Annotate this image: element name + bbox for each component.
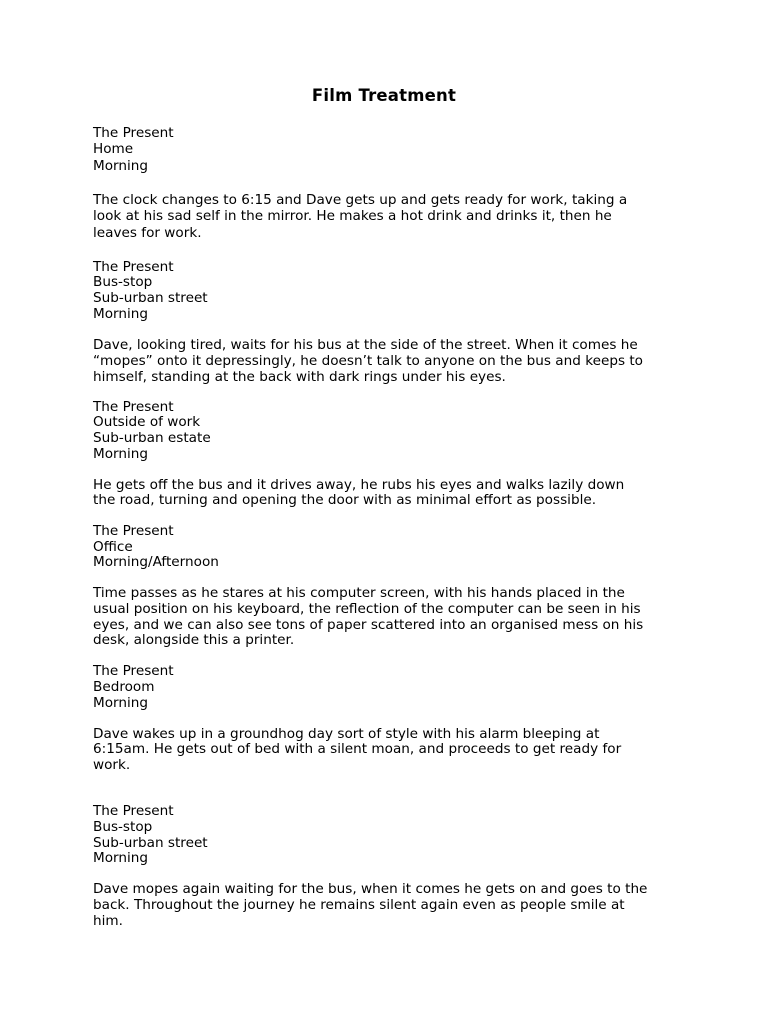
scene-3-location: Outside of work xyxy=(93,414,201,430)
scene-1-body-line: look at his sad self in the mirror. He makes a hot drink and drinks it, then he xyxy=(93,208,612,224)
scene-2-body-line: himself, standing at the back with dark rings under his eyes. xyxy=(93,369,506,385)
scene-2-time: The Present xyxy=(93,259,174,275)
scene-6-period: Morning xyxy=(93,850,149,866)
scene-4-body-line: eyes, and we can also see tons of paper scattered into an organised mess on his xyxy=(93,617,644,633)
scene-5-body-line: 6:15am. He gets out of bed with a silent moan, and proceeds to get ready for xyxy=(93,741,622,757)
scene-3-body-line: He gets off the bus and it drives away, he rubs his eyes and walks lazily down xyxy=(93,477,625,493)
scene-5-body-line: Dave wakes up in a groundhog day sort of style with his alarm bleeping at xyxy=(93,726,600,742)
scene-6-body-line: him. xyxy=(93,913,123,929)
scene-6-time: The Present xyxy=(93,803,174,819)
scene-3-period: Morning xyxy=(93,446,149,462)
scene-3-body-line: the road, turning and opening the door with as minimal effort as possible. xyxy=(93,492,597,508)
scene-6-setting: Sub-urban street xyxy=(93,835,208,851)
scene-6-body-line: Dave mopes again waiting for the bus, when it comes he gets on and goes to the xyxy=(93,881,648,897)
scene-1-location: Home xyxy=(93,141,134,157)
scene-2-location: Bus-stop xyxy=(93,274,153,290)
scene-2-setting: Sub-urban street xyxy=(93,290,208,306)
scene-5-time: The Present xyxy=(93,663,174,679)
scene-5-body-line: work. xyxy=(93,757,131,773)
document-title: Film Treatment xyxy=(311,86,457,105)
scene-6-location: Bus-stop xyxy=(93,819,153,835)
scene-4-body-line: desk, alongside this a printer. xyxy=(93,632,295,648)
scene-3-setting: Sub-urban estate xyxy=(93,430,211,446)
scene-1-body-line: leaves for work. xyxy=(93,225,202,241)
scene-4-period: Morning/Afternoon xyxy=(93,554,219,570)
scene-5-location: Bedroom xyxy=(93,679,155,695)
scene-4-location: Office xyxy=(93,539,133,555)
scene-6-body-line: back. Throughout the journey he remains silent again even as people smile at xyxy=(93,897,625,913)
scene-4-body-line: usual position on his keyboard, the reflection of the computer can be seen in his xyxy=(93,601,641,617)
scene-4-time: The Present xyxy=(93,523,174,539)
scene-4-body-line: Time passes as he stares at his computer screen, with his hands placed in the xyxy=(93,585,625,601)
scene-1-time: The Present xyxy=(93,125,174,141)
scene-1-body-line: The clock changes to 6:15 and Dave gets up and gets ready for work, taking a xyxy=(93,192,628,208)
scene-5-period: Morning xyxy=(93,695,149,711)
scene-2-body-line: Dave, looking tired, waits for his bus at the side of the street. When it comes he xyxy=(93,337,638,353)
scene-2-body-line: “mopes” onto it depressingly, he doesn’t talk to anyone on the bus and keeps to xyxy=(93,353,643,369)
scene-3-time: The Present xyxy=(93,399,174,415)
scene-2-period: Morning xyxy=(93,306,149,322)
scene-1-period: Morning xyxy=(93,158,149,174)
